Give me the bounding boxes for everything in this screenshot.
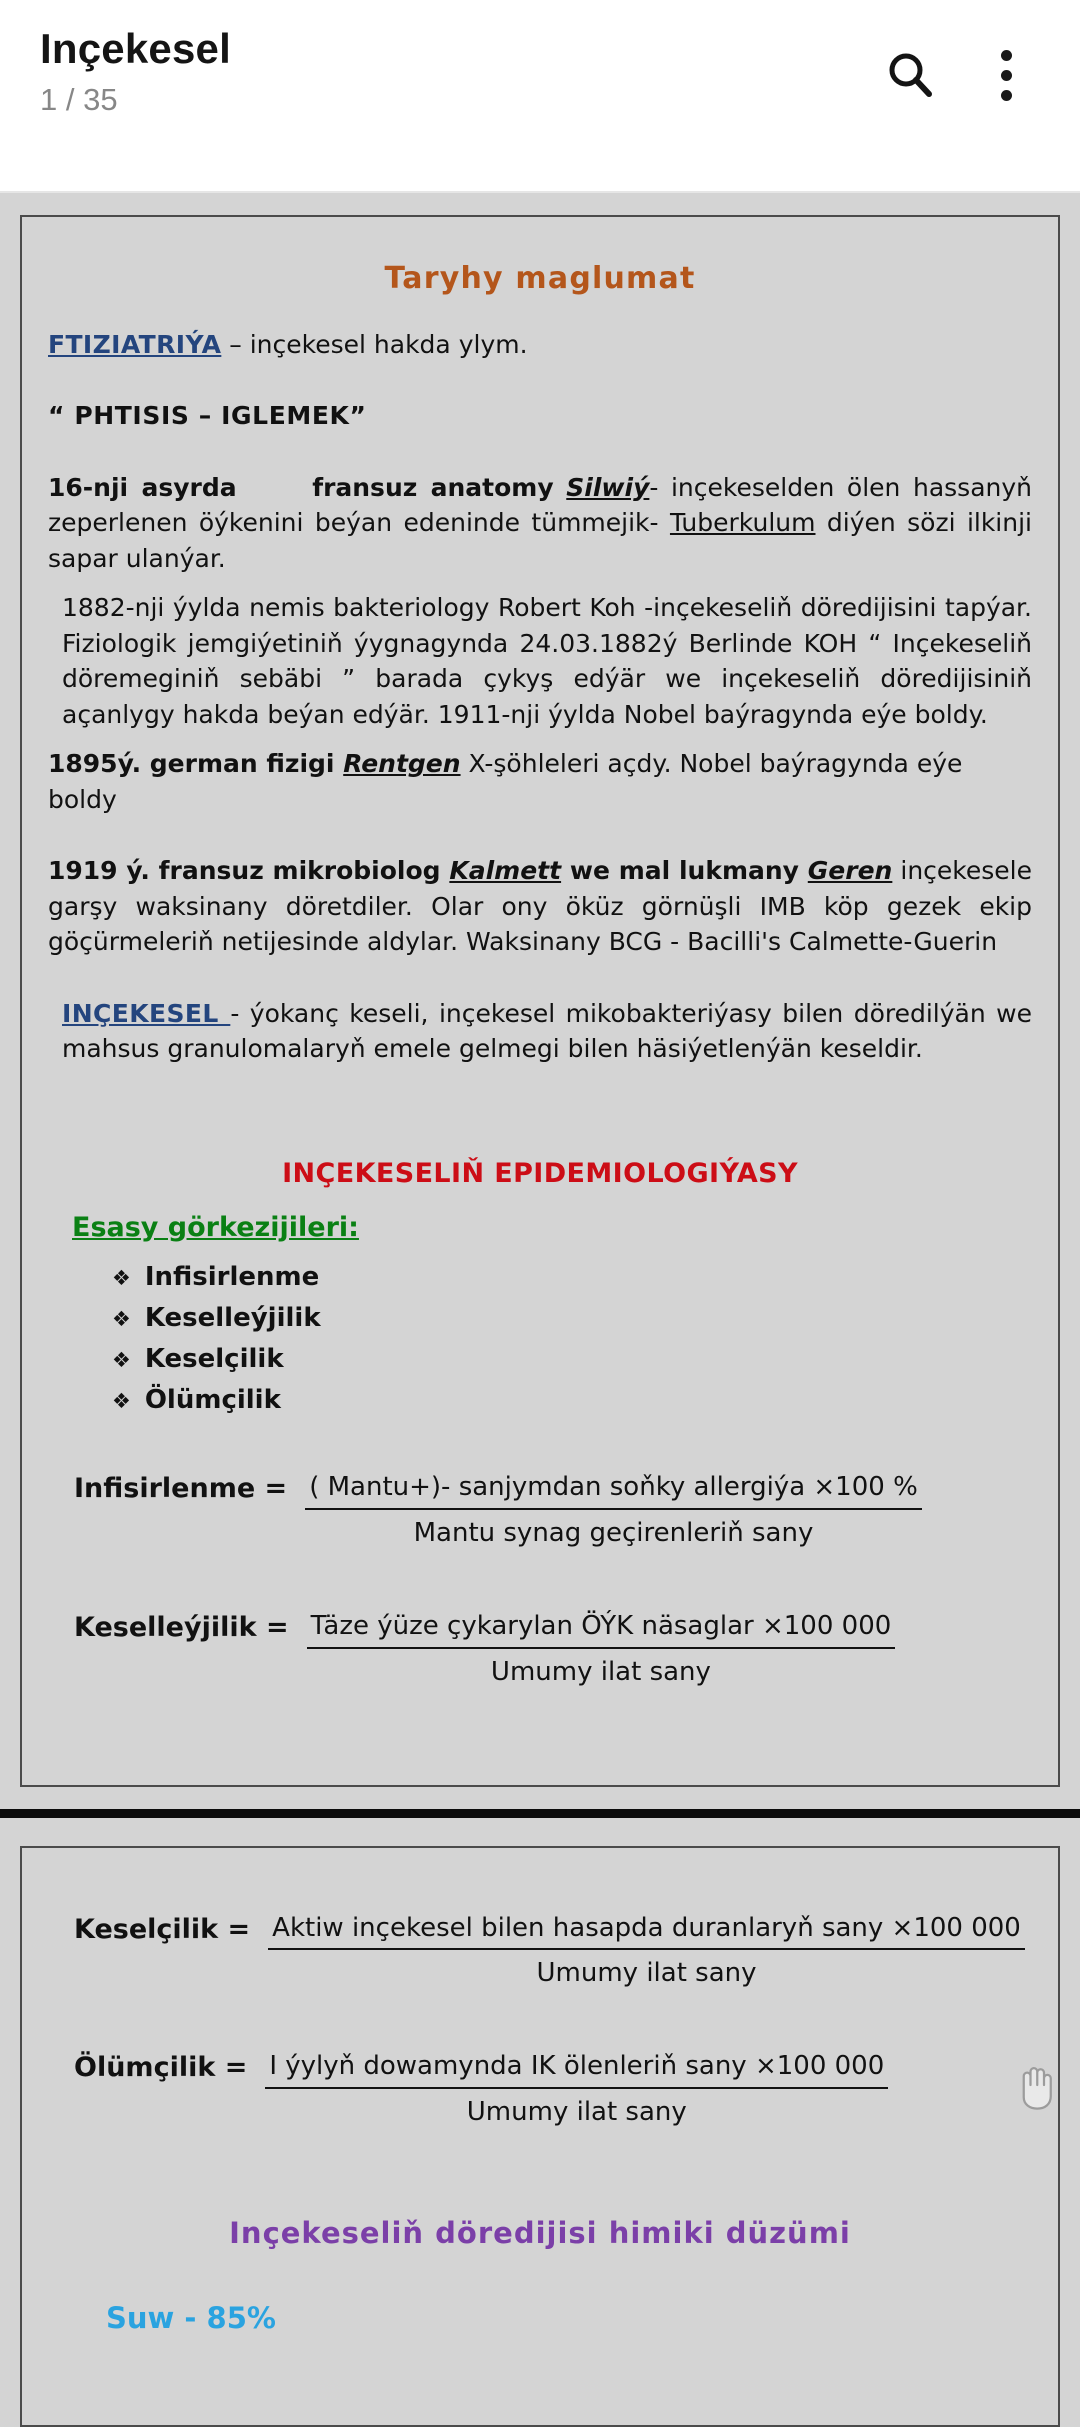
list-item (112, 1341, 1032, 1378)
list-item-label: Keselleýjilik (145, 1300, 321, 1337)
overflow-menu-icon (1001, 50, 1012, 101)
para5-tail: X-şöhleleri açdy. Nobel baýragynda eýe boldy (48, 749, 962, 814)
spacer (48, 1423, 1032, 1469)
name-rentgen: Rentgen (343, 749, 460, 778)
spacer (48, 1562, 1032, 1608)
para3-tail: diýen sözi ilkinji sapar ulanýar. (48, 508, 1032, 573)
page-top-gap (0, 193, 1080, 215)
menu-dot (1001, 90, 1012, 101)
paragraph-rentgen (48, 746, 1032, 817)
diamond-bullet-icon: ❖ (112, 1346, 131, 1376)
lead-16nji: 16-nji asyrda (48, 473, 237, 502)
formula-label: Ölümçilik = (74, 2048, 247, 2087)
document-page-1[interactable] (0, 215, 1080, 1787)
term-ftiziatriya[interactable]: FTIZIATRIÝA (48, 330, 221, 359)
formula-olumcilik (48, 2048, 1032, 2131)
list-item (112, 1382, 1032, 1419)
page-separator (0, 1809, 1080, 1818)
formula-label: Infisirlenme = (74, 1469, 287, 1508)
page-indicator: 1 / 35 (40, 83, 231, 117)
list-item-label: Ölümçilik (145, 1382, 281, 1419)
page-bottom-gap (0, 1787, 1080, 1809)
slide-content-1 (20, 215, 1060, 1787)
formula-label: Keselleýjilik = (74, 1608, 289, 1647)
term-incekesel[interactable]: INÇEKESEL (62, 999, 230, 1028)
paragraph-kalmett-geren (48, 853, 1032, 960)
list-item (112, 1259, 1032, 1296)
name-kalmett: Kalmett (449, 856, 561, 885)
list-item (112, 1300, 1032, 1337)
term-ftiziatriya-rest: – inçekesel hakda ylym. (221, 330, 527, 359)
formula-fraction (265, 2048, 888, 2131)
paragraph-incekesel-definition (48, 996, 1032, 1067)
search-icon (884, 49, 936, 101)
slide-title: Taryhy maglumat (48, 258, 1032, 301)
term-incekesel-rest: - ýokanç keseli, inçekesel mikobakteriýasy bilen döredilýän we mahsus granulomalaryň emele gelmegi bilen häsiýetlenýän keseldir. (62, 999, 1032, 1064)
formula-numerator: I ýylyň dowamynda IK ölenleriň sany ×100 000 (265, 2048, 888, 2089)
document-viewer[interactable] (0, 193, 1080, 2126)
formula-denominator: Umumy ilat sany (268, 1950, 1025, 1992)
spacer (48, 2002, 1032, 2048)
paragraph-phtisis: “ PHTISIS – IGLEMEK” (48, 398, 1032, 434)
search-button[interactable] (862, 27, 958, 123)
spacer (48, 1081, 1032, 1155)
app-bar-titles (40, 26, 231, 117)
spacer (48, 376, 1032, 398)
spacer (48, 2254, 1032, 2298)
menu-dot (1001, 50, 1012, 61)
menu-dot (1001, 70, 1012, 81)
spacer (48, 831, 1032, 853)
formula-label: Keselçilik = (74, 1910, 250, 1949)
page-title: Inçekesel (40, 26, 231, 72)
spacer (48, 448, 1032, 470)
formula-fraction (268, 1910, 1025, 1993)
para6-tail: inçekesele garşy waksinany döretdiler. Olar ony öküz görnüşli IMB köp gezek ekip göçürmeleriň netijesinde aldylar. Waksinany BCG - Bacilli's Calmette-Guerin (48, 856, 1032, 956)
para6-mid: we mal lukmany (561, 856, 808, 885)
formula-numerator: ( Mantu+)- sanjymdan soňky allergiýa ×100 % (305, 1469, 922, 1510)
para3-mid: - inçekeselden ölen hassanyň zeperlenen öýkenini beýan edeninde tümmejik- (48, 473, 1032, 538)
name-geren: Geren (808, 856, 893, 885)
formula-numerator: Aktiw inçekesel bilen hasapda duranlaryň sany ×100 000 (268, 1910, 1025, 1951)
spacer (48, 2339, 1032, 2399)
formula-denominator: Umumy ilat sany (265, 2089, 888, 2131)
app-bar-actions (862, 0, 1080, 150)
diamond-bullet-icon: ❖ (112, 1305, 131, 1335)
indicator-list (112, 1259, 1032, 1419)
formula-numerator: Täze ýüze çykarylan ÖÝK näsaglar ×100 000 (307, 1608, 896, 1649)
app-bar (0, 0, 1080, 193)
formula-denominator: Mantu synag geçirenleriň sany (305, 1510, 922, 1552)
heading-epidemiology: INÇEKESELIŇ EPIDEMIOLOGIÝASY (48, 1155, 1032, 1193)
heading-chemical-composition: Inçekeseliň döredijisi himiki düzümi (48, 2213, 1032, 2254)
lead-fransuz: fransuz anatomy (312, 473, 553, 502)
spacer (48, 1870, 1032, 1910)
diamond-bullet-icon: ❖ (112, 1387, 131, 1417)
paragraph-ftiziatriya (48, 327, 1032, 363)
spacer (48, 1701, 1032, 1759)
partial-line-suw: Suw - 85% (106, 2298, 1032, 2339)
term-tuberkulum: Tuberkulum (670, 508, 816, 537)
formula-denominator: Umumy ilat sany (307, 1649, 896, 1691)
formula-fraction (307, 1608, 896, 1691)
formula-kesselleyjilik (48, 1608, 1032, 1691)
list-item-label: Infisirlenme (145, 1259, 319, 1296)
lead-1895: 1895ý. german fizigi (48, 749, 343, 778)
slide-content-2 (20, 1846, 1060, 2427)
name-silwiy: Silwiý (566, 473, 649, 502)
spacer (48, 2141, 1032, 2213)
heading-indicators: Esasy görkezijileri: (72, 1209, 1032, 1247)
grab-hand-cursor (1008, 2058, 1062, 2112)
overflow-menu-button[interactable] (958, 27, 1054, 123)
formula-infisirlenme (48, 1469, 1032, 1552)
page-gap (0, 1818, 1080, 1846)
paragraph-robert-koh: 1882-nji ýylda nemis bakteriology Robert Koh -inçekeseliň döredijisini tapýar. Fiziologik jemgiýetiniň ýygnagynda 24.03.1882ý Berlinde KOH “ Inçekeseliň döremeginiň sebäbi ” barada çykyş edýär we inçekeseliň döredijisiniň açanlygy hakda beýan edýär. 1911-nji ýylda Nobel baýragynda eýe boldy. (48, 590, 1032, 732)
lead-1919: 1919 ý. fransuz mikrobiolog (48, 856, 449, 885)
paragraph-16th-century (48, 470, 1032, 577)
list-item-label: Keselçilik (145, 1341, 284, 1378)
diamond-bullet-icon: ❖ (112, 1264, 131, 1294)
formula-fraction (305, 1469, 922, 1552)
formula-keselcilik (48, 1910, 1032, 1993)
document-page-2[interactable] (0, 1846, 1080, 2427)
spacer (48, 974, 1032, 996)
